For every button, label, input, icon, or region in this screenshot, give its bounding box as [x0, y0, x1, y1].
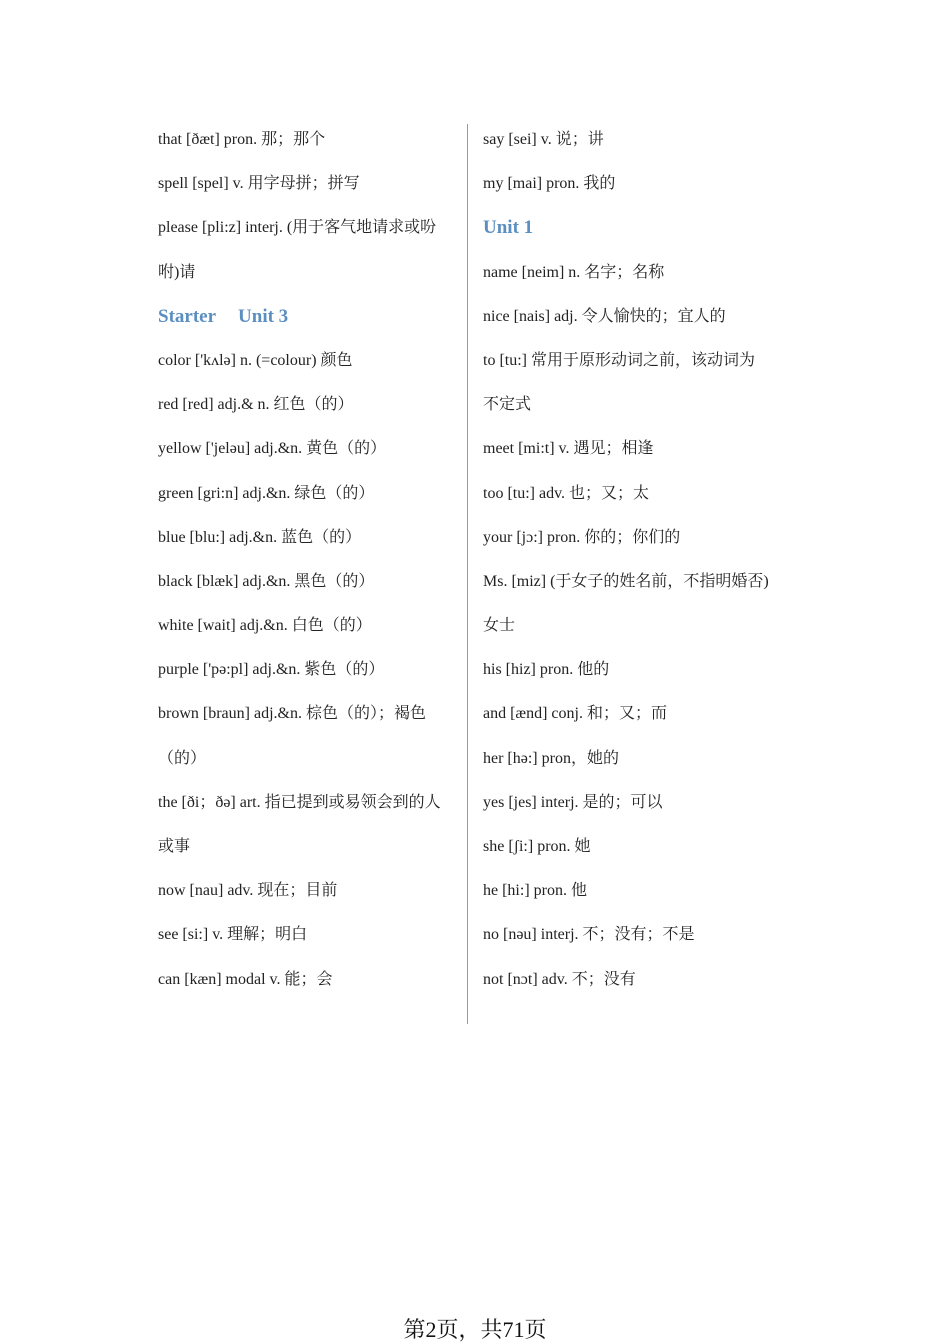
heading-part-starter: Starter	[158, 305, 217, 327]
vocab-entry: now [nau] adv. 现在；目前	[158, 882, 338, 900]
right-column	[483, 118, 803, 1002]
vocab-entry: she [ʃi:] pron. 她	[483, 838, 591, 855]
vocab-entry: your [jɔ:] pron. 你的；你们的	[483, 528, 681, 546]
vocab-entry: he [hi:] pron. 他	[483, 882, 587, 900]
vocab-entry: red [red] adj.& n. 红色（的）	[158, 396, 354, 414]
vocab-entry-continuation: 咐)请	[158, 263, 196, 281]
heading-part-unit: Unit 3	[238, 305, 289, 327]
vocab-entry: white [wait] adj.&n. 白色（的）	[158, 617, 372, 635]
vocab-entry-continuation: 女士	[483, 617, 516, 635]
section-heading-starter-unit-3	[158, 295, 458, 339]
vocab-entry: green [gri:n] adj.&n. 绿色（的）	[158, 484, 375, 502]
vocab-entry: to [tu:] 常用于原形动词之前，该动词为	[483, 351, 755, 369]
column-divider	[467, 124, 468, 1024]
vocab-entry: please [pli:z] interj. (用于客气地请求或吩	[158, 219, 437, 237]
vocab-entry: her [hə:] pron，她的	[483, 749, 619, 767]
left-column	[158, 118, 458, 1002]
vocab-entry: and [ænd] conj. 和；又；而	[483, 705, 667, 723]
vocab-entry: spell [spel] v. 用字母拼；拼写	[158, 175, 360, 193]
vocab-entry: not [nɔt] adv. 不；没有	[483, 970, 636, 988]
vocab-entry: the [ði；ðə] art. 指已提到或易领会到的人	[158, 793, 441, 811]
vocab-entry: color ['kʌlə] n. (=colour) 颜色	[158, 351, 353, 369]
vocab-entry: Ms. [miz] (于女子的姓名前，不指明婚否)	[483, 572, 769, 590]
section-heading-unit-1: Unit 1	[483, 217, 534, 239]
vocab-entry-continuation: 或事	[158, 838, 191, 855]
vocab-entry-continuation: （的）	[158, 749, 207, 767]
page-number-footer: 第2页，共71页	[403, 1317, 547, 1342]
vocab-entry: see [si:] v. 理解；明白	[158, 926, 308, 944]
vocab-entry: my [mai] pron. 我的	[483, 175, 616, 193]
vocab-entry: his [hiz] pron. 他的	[483, 661, 610, 679]
vocab-entry: that [ðæt] pron. 那；那个	[158, 131, 326, 148]
vocab-entry: yellow ['jeləu] adj.&n. 黄色（的）	[158, 440, 387, 458]
vocab-entry: no [nəu] interj. 不；没有；不是	[483, 926, 695, 944]
vocab-entry: can [kæn] modal v. 能；会	[158, 970, 333, 988]
vocab-entry: black [blæk] adj.&n. 黑色（的）	[158, 572, 375, 590]
vocab-entry: too [tu:] adv. 也；又；太	[483, 484, 650, 502]
vocab-entry: name [neim] n. 名字；名称	[483, 263, 665, 281]
vocab-entry: meet [mi:t] v. 遇见；相逢	[483, 440, 654, 458]
vocab-entry: yes [jes] interj. 是的；可以	[483, 793, 663, 811]
vocab-entry: say [sei] v. 说；讲	[483, 131, 604, 148]
vocab-entry: nice [nais] adj. 令人愉快的；宜人的	[483, 307, 726, 325]
vocab-entry-continuation: 不定式	[483, 396, 532, 414]
vocab-entry: brown [braun] adj.&n. 棕色（的）；褐色	[158, 705, 426, 723]
vocab-entry: blue [blu:] adj.&n. 蓝色（的）	[158, 528, 362, 546]
vocab-entry: purple ['pə:pl] adj.&n. 紫色（的）	[158, 661, 385, 679]
